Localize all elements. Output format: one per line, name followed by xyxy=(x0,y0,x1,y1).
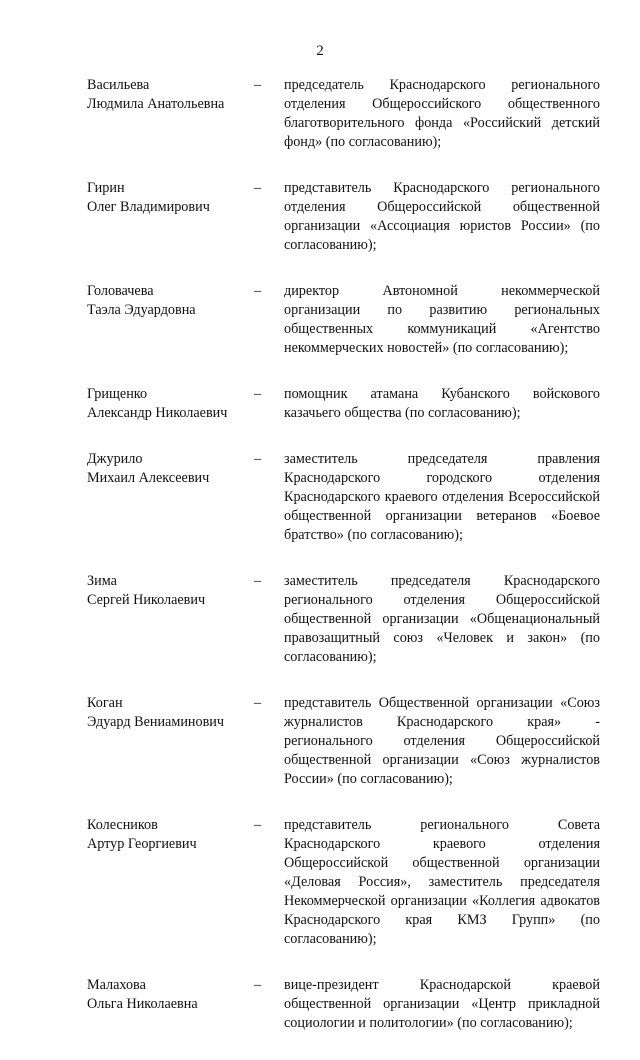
member-entry xyxy=(0,450,640,545)
member-name xyxy=(0,572,254,610)
member-surname: Малахова xyxy=(87,977,146,993)
member-surname: Джурило xyxy=(87,451,143,467)
member-given-names: Артур Георгиевич xyxy=(87,836,197,852)
member-role: председатель Краснодарского регионального отделения Общероссийского общественного благотворительного фонда «Российский детский фонд» (по согласованию); xyxy=(284,77,600,150)
member-entry xyxy=(0,179,640,255)
member-dash: – xyxy=(254,77,262,93)
member-entry xyxy=(0,694,640,789)
member-role: заместитель председателя правления Краснодарского городского отделения Краснодарского краевого отделения Всероссийской общественной организации ветеранов «Боевое братство» (по согласованию); xyxy=(284,451,600,543)
member-surname: Колесников xyxy=(87,817,158,833)
member-role: представитель Общественной организации «Союз журналистов Краснодарского края» - регионального отделения Общероссийской общественной организации «Союз журналистов России» (по согласованию); xyxy=(284,695,600,787)
member-dash: – xyxy=(254,817,262,833)
member-surname: Грищенко xyxy=(87,386,148,402)
member-surname: Зима xyxy=(87,573,117,589)
member-given-names: Людмила Анатольевна xyxy=(87,96,225,112)
member-entry xyxy=(0,76,640,152)
member-dash: – xyxy=(254,180,262,196)
member-dash: – xyxy=(254,283,262,299)
member-given-names: Александр Николаевич xyxy=(87,405,228,421)
member-name xyxy=(0,816,254,854)
member-entry xyxy=(0,385,640,423)
member-entry xyxy=(0,282,640,358)
member-dash: – xyxy=(254,977,262,993)
member-role: представитель Краснодарского регионального отделения Общероссийской общественной организации «Ассоциация юристов России» (по согласованию); xyxy=(284,180,600,253)
member-dash: – xyxy=(254,695,262,711)
member-name xyxy=(0,76,254,114)
member-role: представитель регионального Совета Краснодарского краевого отделения Общероссийской общественной организации «Деловая Россия», заместитель председателя Некоммерческой организации «Коллегия адвокатов Краснодарского края КМЗ Групп» (по согласованию); xyxy=(284,817,600,947)
member-role: вице-президент Краснодарской краевой общественной организации «Центр прикладной социологии и политологии» (по согласованию); xyxy=(284,977,600,1031)
member-dash: – xyxy=(254,451,262,467)
member-entry xyxy=(0,976,640,1033)
member-given-names: Эдуард Вениаминович xyxy=(87,714,225,730)
member-entry xyxy=(0,572,640,667)
member-role: заместитель председателя Краснодарского регионального отделения Общероссийской общественной организации «Общенациональный правозащитный союз «Человек и закон» (по согласованию); xyxy=(284,573,600,665)
member-given-names: Ольга Николаевна xyxy=(87,996,198,1012)
member-given-names: Олег Владимирович xyxy=(87,199,210,215)
member-dash: – xyxy=(254,573,262,589)
member-given-names: Михаил Алексеевич xyxy=(87,470,210,486)
member-name xyxy=(0,976,254,1014)
member-dash: – xyxy=(254,386,262,402)
member-given-names: Сергей Николаевич xyxy=(87,592,206,608)
page-number: 2 xyxy=(316,43,324,59)
member-given-names: Таэла Эдуардовна xyxy=(87,302,196,318)
member-surname: Головачева xyxy=(87,283,154,299)
member-entry xyxy=(0,816,640,949)
member-role: директор Автономной некоммерческой организации по развитию региональных общественных коммуникаций «Агентство некоммерческих новостей» (по согласованию); xyxy=(284,283,600,356)
member-name xyxy=(0,282,254,320)
member-list xyxy=(0,76,640,1060)
member-surname: Коган xyxy=(87,695,123,711)
member-name xyxy=(0,385,254,423)
member-surname: Васильева xyxy=(87,77,150,93)
member-name xyxy=(0,179,254,217)
member-role: помощник атамана Кубанского войскового казачьего общества (по согласованию); xyxy=(284,386,600,421)
member-name xyxy=(0,450,254,488)
member-name xyxy=(0,694,254,732)
member-surname: Гирин xyxy=(87,180,125,196)
